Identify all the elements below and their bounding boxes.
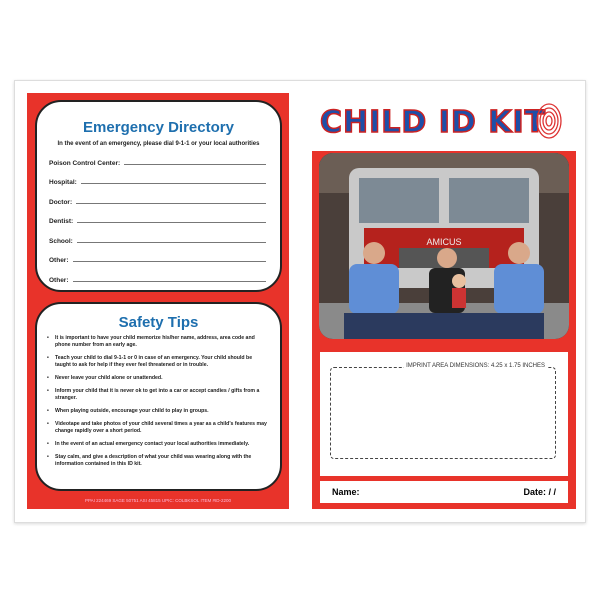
- safety-tip: • Stay calm, and give a description of what your child was wearing along with the information contained in this ID kit.: [47, 454, 268, 468]
- write-line[interactable]: [124, 164, 266, 165]
- directory-field[interactable]: [49, 245, 266, 265]
- write-line[interactable]: [77, 222, 266, 223]
- directory-field[interactable]: [49, 225, 266, 245]
- safety-tip: • Teach your child to dial 9-1-1 or 0 in case of an emergency. Your child should be taught to ask for help if they ever feel threatened or in trouble.: [47, 355, 268, 369]
- cover-panel: [312, 93, 576, 509]
- field-label: Doctor:: [49, 198, 73, 206]
- directory-field[interactable]: [49, 186, 266, 206]
- emergency-subtitle: In the event of an emergency, please dial 9-1-1 or your local authorities: [57, 141, 260, 147]
- write-line[interactable]: [73, 261, 267, 262]
- cover-title: CHILD ID KIT: [320, 104, 547, 140]
- safety-tips: [35, 302, 282, 491]
- imprint-dashed-box: [330, 363, 556, 459]
- emergency-title: Emergency Directory: [83, 119, 234, 136]
- name-date-bar: [320, 481, 568, 503]
- safety-tip: • Inform your child that it is never ok to get into a car or accept candies / gifts from a stranger.: [47, 388, 268, 402]
- item-codes: PPAI 224469 SAGE 50751 ASI 45815 UPIC: COLBKSOL ITEM #ID-2200: [84, 498, 232, 503]
- field-label: Poison Control Center:: [49, 159, 121, 167]
- field-label: Other:: [49, 276, 69, 284]
- safety-tip: • It is important to have your child memorize his/her name, address, area code and phone number from an early age.: [47, 335, 268, 349]
- safety-tip: • In the event of an actual emergency contact your local authorities immediately.: [47, 441, 268, 448]
- safety-title: Safety Tips: [118, 314, 199, 331]
- fingerprint-icon: [534, 101, 564, 141]
- write-line[interactable]: [81, 183, 266, 184]
- directory-field[interactable]: [49, 147, 266, 167]
- safety-tip: • When playing outside, encourage your child to play in groups.: [47, 408, 268, 415]
- emergency-directory: [35, 100, 282, 292]
- write-line[interactable]: [77, 242, 266, 243]
- cover-title-area: [312, 93, 576, 151]
- directory-field[interactable]: [49, 167, 266, 187]
- safety-tip: • Videotape and take photos of your child several times a year as a child's features may change rapidly over a short period.: [47, 421, 268, 435]
- name-label: Name:: [332, 487, 360, 497]
- field-label: School:: [49, 237, 73, 245]
- write-line[interactable]: [76, 203, 266, 204]
- field-label: Hospital:: [49, 179, 77, 186]
- directory-field[interactable]: [49, 206, 266, 226]
- field-label: Other:: [49, 257, 69, 264]
- date-label: Date: / /: [523, 487, 556, 497]
- back-panel: [27, 93, 289, 509]
- directory-field[interactable]: [49, 264, 266, 284]
- imprint-label: IMPRINT AREA DIMENSIONS: 4.25 x 1.75 INCHES: [406, 363, 545, 369]
- safety-tip: • Never leave your child alone or unattended.: [47, 375, 268, 382]
- truck-lettering: AMICUS: [426, 237, 462, 247]
- field-label: Dentist:: [49, 218, 74, 225]
- imprint-area: [320, 352, 568, 476]
- firefighters-photo: [319, 153, 569, 339]
- write-line[interactable]: [73, 281, 267, 282]
